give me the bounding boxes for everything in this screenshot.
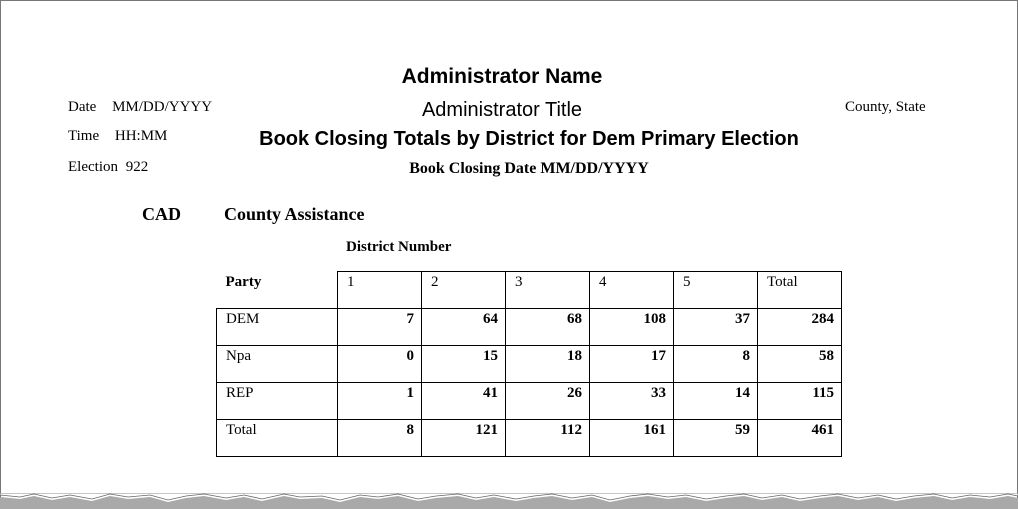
row-label: REP <box>217 383 338 420</box>
election-line <box>68 159 148 176</box>
table-total-row <box>217 420 842 457</box>
table-cell: 108 <box>590 309 674 346</box>
time-line <box>68 128 167 145</box>
time-label: Time <box>68 128 100 144</box>
row-label: Total <box>217 420 338 457</box>
district-number-label: District Number <box>346 239 452 255</box>
column-header: 2 <box>422 272 506 309</box>
table-cell: 461 <box>758 420 842 457</box>
table-header-row <box>217 272 842 309</box>
administrator-title: Administrator Title <box>421 99 583 121</box>
table-cell: 115 <box>758 383 842 420</box>
column-header: 4 <box>590 272 674 309</box>
table-cell: 37 <box>674 309 758 346</box>
table-cell: 58 <box>758 346 842 383</box>
table-cell: 14 <box>674 383 758 420</box>
date-label: Date <box>68 99 97 115</box>
book-closing-date: Book Closing Date MM/DD/YYYY <box>409 160 649 177</box>
section-description: County Assistance <box>224 204 365 224</box>
table-cell: 7 <box>338 309 422 346</box>
table-cell: 41 <box>422 383 506 420</box>
table-cell: 68 <box>506 309 590 346</box>
county-state: County, State <box>845 99 926 115</box>
election-value: 922 <box>125 159 149 175</box>
table-cell: 64 <box>422 309 506 346</box>
table-cell: 15 <box>422 346 506 383</box>
table-cell: 33 <box>590 383 674 420</box>
district-totals-table <box>216 271 842 457</box>
date-value: MM/DD/YYYY <box>112 99 213 115</box>
column-header: Total <box>758 272 842 309</box>
report-heading: Book Closing Totals by District for Dem Primary Election <box>259 128 799 150</box>
table-cell: 26 <box>506 383 590 420</box>
party-header: Party <box>225 273 262 290</box>
row-label: Npa <box>217 346 338 383</box>
table-row <box>217 309 842 346</box>
column-header: 5 <box>674 272 758 309</box>
table-cell: 112 <box>506 420 590 457</box>
table-cell: 1 <box>338 383 422 420</box>
table-cell: 8 <box>338 420 422 457</box>
section-code: CAD <box>142 204 181 224</box>
table-cell: 59 <box>674 420 758 457</box>
time-value: HH:MM <box>114 128 168 144</box>
table-row <box>217 346 842 383</box>
table-row <box>217 383 842 420</box>
table-cell: 121 <box>422 420 506 457</box>
row-label: DEM <box>217 309 338 346</box>
administrator-name: Administrator Name <box>401 65 603 88</box>
table-cell: 0 <box>338 346 422 383</box>
table-cell: 284 <box>758 309 842 346</box>
column-header: 3 <box>506 272 590 309</box>
table-cell: 18 <box>506 346 590 383</box>
date-line <box>68 99 212 116</box>
table-cell: 8 <box>674 346 758 383</box>
table-cell: 161 <box>590 420 674 457</box>
torn-edge <box>0 493 1018 509</box>
column-header: 1 <box>338 272 422 309</box>
table-cell: 17 <box>590 346 674 383</box>
election-label: Election <box>68 159 118 175</box>
